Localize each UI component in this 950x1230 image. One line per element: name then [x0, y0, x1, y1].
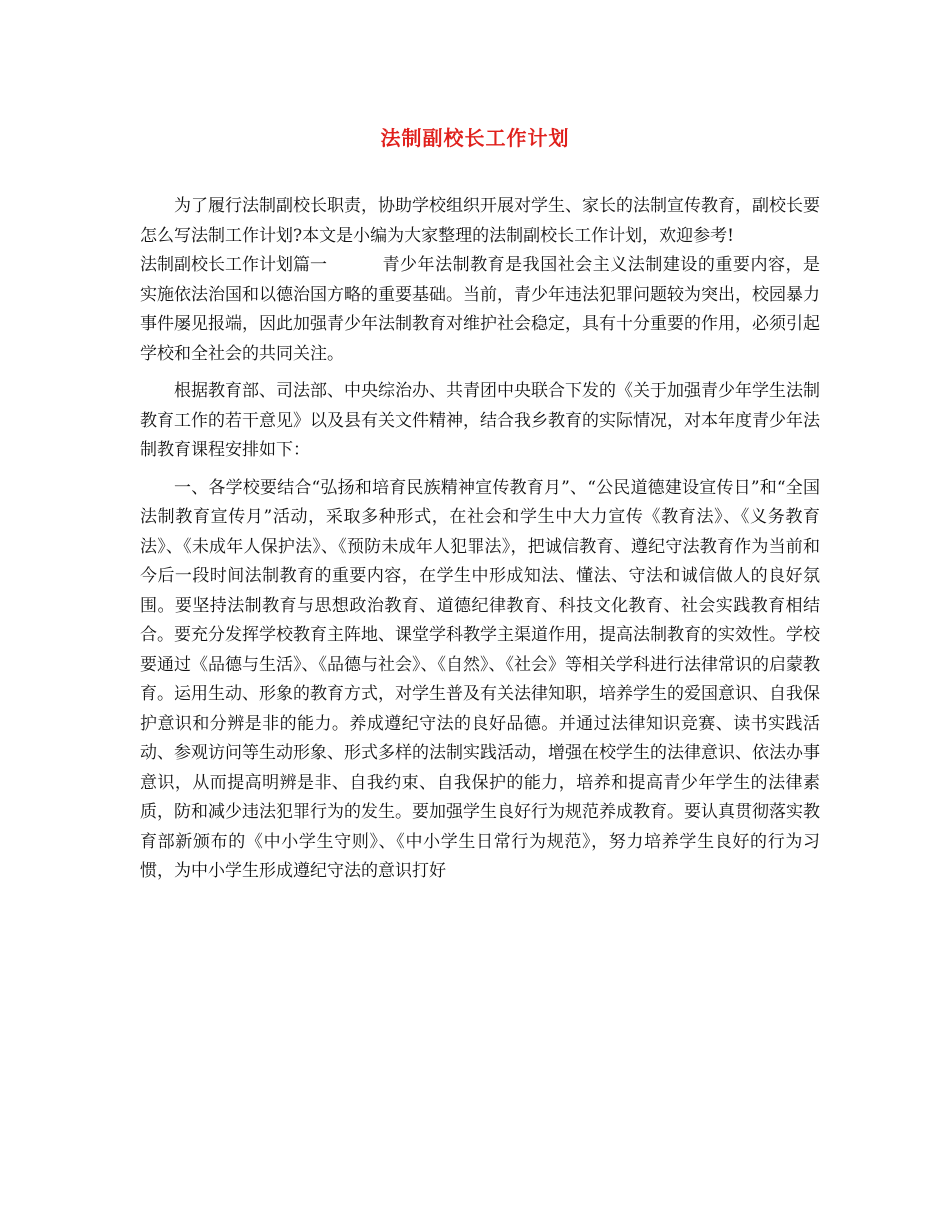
document-title: 法制副校长工作计划 [380, 126, 570, 150]
paragraph-4: 一、各学校要结合“弘扬和培育民族精神宣传教育月”、“公民道德建设宣传日”和“全国法制教育宣传月”活动，采取多种形式，在社会和学生中大力宣传《教育法》、《义务教育法》、《未成年人保护法》、《预防未成年人犯罪法》，把诚信教育、遵纪守法教育作为当前和今后一段时间法制教育的重要内容，在学生中形成知法、懂法、守法和诚信做人的良好氛围。要坚持法制教育与思想政治教育、道德纪律教育、科技文化教育、社会实践教育相结合。要充分发挥学校教育主阵地、课堂学科教学主渠道作用，提高法制教育的实效性。学校要通过《品德与生活》、《品德与社会》、《自然》、《社会》等相关学科进行法律常识的启蒙教育。运用生动、形象的教育方式，对学生普及有关法律知职，培养学生的爱国意识、自我保护意识和分辨是非的能力。养成遵纪守法的良好品德。并通过法律知识竞赛、读书实践活动、参观访问等生动形象、形式多样的法制实践活动，增强在校学生的法律意识、依法办事意识，从而提高明辨是非、自我约束、自我保护的能力，培养和提高青少年学生的法律素质，防和减少违法犯罪行为的发生。要加强学生良好行为规范养成教育。要认真贯彻落实教育部新颁布的《中小学生守则》、《中小学生日常行为规范》，努力培养学生良好的行为习惯，为中小学生形成遵纪守法的意识打好 [140, 477, 820, 881]
section-text: 青少年法制教育是我国社会主义法制建设的重要内容，是实施依法治国和以德治国方略的重要基础。当前，青少年违法犯罪问题较为突出，校园暴力事件屡见报端，因此加强青少年法制教育对维护社会稳定，具有十分重要的作用，必须引起学校和全社会的共同关注。 [140, 255, 820, 364]
section-paragraph [140, 251, 820, 369]
section-heading: 法制副校长工作计划篇一 [140, 255, 327, 275]
paragraph-3: 根据教育部、司法部、中央综治办、共青团中央联合下发的《关于加强青少年学生法制教育工作的若干意见》以及县有关文件精神，结合我乡教育的实际情况，对本年度青少年法制教育课程安排如下： [140, 381, 820, 460]
document-body [140, 192, 820, 887]
intro-paragraph: 为了履行法制副校长职责，协助学校组织开展对学生、家长的法制宣传教育，副校长要怎么写法制工作计划?本文是小编为大家整理的法制副校长工作计划，欢迎参考! [140, 196, 820, 246]
